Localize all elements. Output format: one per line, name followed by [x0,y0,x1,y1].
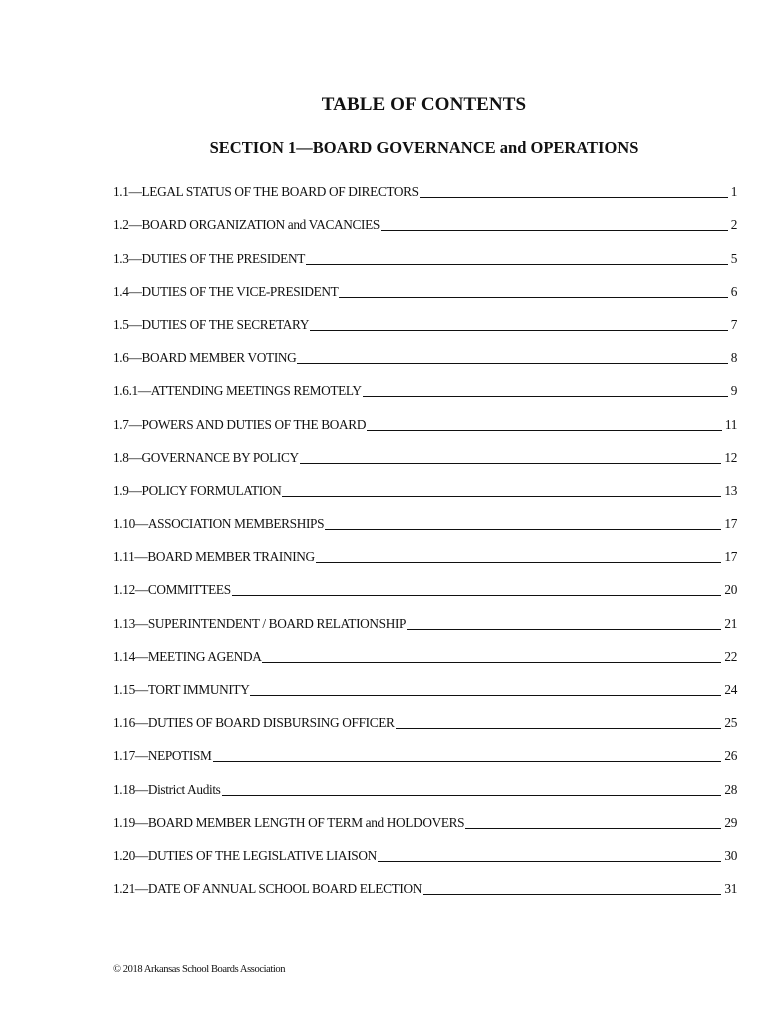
toc-entry[interactable] [113,445,737,478]
toc-entry[interactable] [113,511,737,544]
toc-entry[interactable] [113,577,737,610]
toc-entry-label: 1.3—DUTIES OF THE PRESIDENT [113,250,305,266]
toc-leader-line [222,795,722,796]
toc-entry[interactable] [113,876,737,909]
toc-entry[interactable] [113,179,737,212]
toc-entry[interactable] [113,411,737,444]
toc-leader-line [232,595,722,596]
toc-leader-line [420,197,728,198]
toc-entry[interactable] [113,743,737,776]
toc-entry-label: 1.6.1—ATTENDING MEETINGS REMOTELY [113,383,362,399]
toc-entry-page-number: 24 [724,682,737,697]
toc-leader-line [316,562,722,563]
toc-leader-line [367,430,722,431]
toc-entry[interactable] [113,478,737,511]
section-title: SECTION 1—BOARD GOVERNANCE and OPERATIONS [209,138,639,157]
toc-entry-page-number: 13 [724,482,737,498]
toc-leader-line [378,861,722,862]
toc-entry-label: 1.11—BOARD MEMBER TRAINING [113,549,315,565]
toc-entry[interactable] [113,378,737,411]
toc-entry[interactable] [113,843,737,876]
toc-entry-label: 1.16—DUTIES OF BOARD DISBURSING OFFICER [113,715,395,731]
toc-entry-page-number: 17 [724,549,737,565]
toc-entry[interactable] [113,544,737,577]
toc-leader-line [213,761,722,762]
toc-entry-page-number: 11 [724,416,737,432]
table-of-contents [113,179,737,909]
toc-entry-page-number: 30 [724,847,737,863]
toc-leader-line [465,828,721,829]
toc-leader-line [297,363,727,364]
page-title: TABLE OF CONTENTS [321,94,527,115]
toc-leader-line [310,330,728,331]
toc-entry[interactable] [113,710,737,743]
toc-entry-label: 1.10—ASSOCIATION MEMBERSHIPS [113,516,325,532]
toc-entry[interactable] [113,312,737,345]
toc-leader-line [282,496,721,497]
toc-entry-label: 1.4—DUTIES OF THE VICE-PRESIDENT [113,283,339,299]
toc-entry-label: 1.13—SUPERINTENDENT / BOARD RELATIONSHIP [113,615,407,631]
toc-entry-page-number: 21 [724,615,737,631]
toc-entry-label: 1.9—POLICY FORMULATION [113,482,282,498]
toc-entry-label: 1.7—POWERS AND DUTIES OF THE BOARD [113,416,367,432]
toc-entry-page-number: 2 [730,217,737,233]
toc-entry-page-number: 29 [724,814,737,830]
toc-entry-label: 1.5—DUTIES OF THE SECRETARY [113,316,310,332]
toc-entry-label: 1.8—GOVERNANCE BY POLICY [113,449,299,465]
toc-entry-label: 1.6—BOARD MEMBER VOTING [113,350,297,366]
toc-leader-line [325,529,721,530]
toc-entry-page-number: 1 [730,184,737,200]
toc-leader-line [363,396,728,397]
toc-entry-page-number: 26 [724,748,737,764]
toc-entry[interactable] [113,212,737,245]
toc-entry-label: 1.14—MEETING AGENDA [113,648,262,664]
toc-entry-label: 1.21—DATE OF ANNUAL SCHOOL BOARD ELECTION [113,881,422,897]
toc-entry-page-number: 17 [724,516,737,532]
toc-entry-label: 1.1—LEGAL STATUS OF THE BOARD OF DIRECTORS [113,184,419,200]
toc-leader-line [306,264,728,265]
toc-entry[interactable] [113,776,737,809]
toc-entry-page-number: 7 [730,316,737,332]
toc-entry-label: 1.20—DUTIES OF THE LEGISLATIVE LIAISON [113,847,377,863]
toc-entry-label: 1.19—BOARD MEMBER LENGTH OF TERM and HOLDOVERS [113,814,465,830]
toc-leader-line [262,662,721,663]
toc-entry[interactable] [113,677,737,710]
toc-entry-page-number: 28 [724,781,737,797]
toc-entry[interactable] [113,345,737,378]
toc-entry-label: 1.15—TORT IMMUNITY [113,682,250,697]
toc-entry-page-number: 9 [730,383,737,399]
toc-entry-page-number: 20 [724,582,737,598]
toc-leader-line [250,695,721,696]
toc-leader-line [339,297,727,298]
toc-entry-label: 1.17—NEPOTISM [113,748,212,764]
toc-entry-page-number: 31 [724,881,737,897]
toc-entry-page-number: 22 [724,648,737,664]
toc-entry[interactable] [113,245,737,278]
toc-entry-label: 1.18—District Audits [113,781,221,797]
toc-entry-label: 1.12—COMMITTEES [113,582,231,598]
toc-leader-line [423,894,721,895]
toc-leader-line [300,463,722,464]
toc-entry-page-number: 25 [724,715,737,731]
toc-entry-label: 1.2—BOARD ORGANIZATION and VACANCIES [113,217,380,233]
toc-entry[interactable] [113,279,737,312]
copyright-footer: © 2018 Arkansas School Boards Association [113,964,286,975]
toc-entry-page-number: 12 [724,449,737,465]
toc-entry-page-number: 8 [730,350,737,366]
toc-leader-line [396,728,722,729]
toc-leader-line [407,629,721,630]
toc-entry[interactable] [113,644,737,677]
toc-leader-line [381,230,728,231]
toc-entry-page-number: 5 [730,250,737,266]
toc-entry[interactable] [113,810,737,843]
toc-entry-page-number: 6 [730,283,737,299]
toc-entry[interactable] [113,610,737,643]
